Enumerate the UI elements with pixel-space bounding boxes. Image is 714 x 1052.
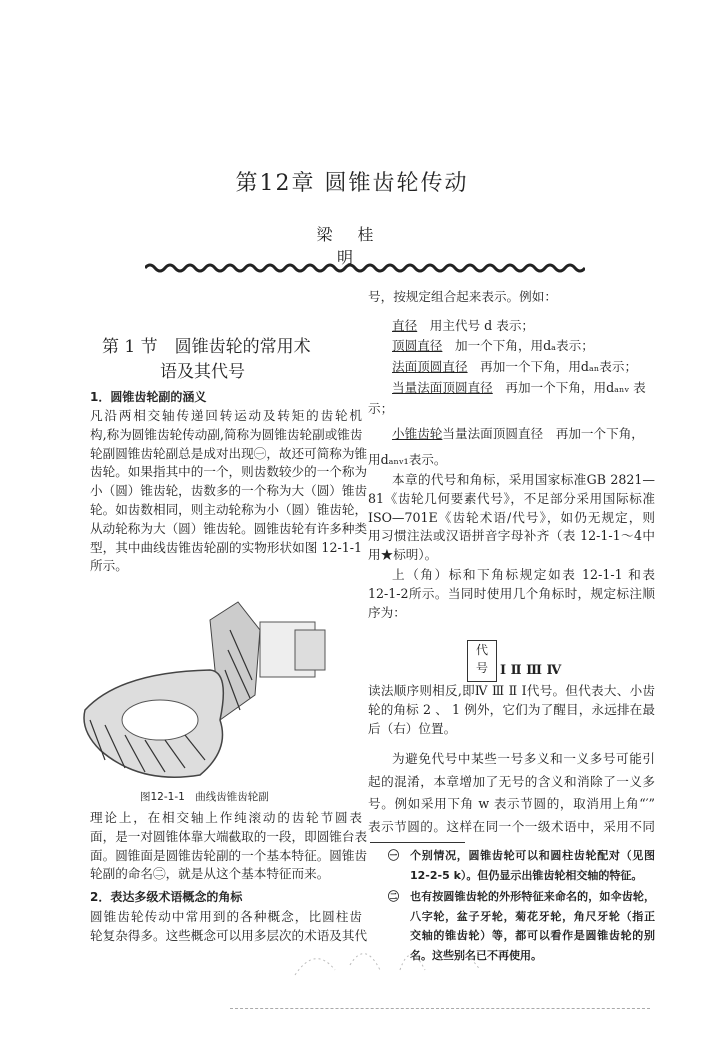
footnote-rule (370, 842, 465, 843)
text-line: 理论上，在相交轴上作纯滚动的齿轮节圆表 (90, 810, 362, 825)
text-line: 号。例如采用下角 w 表示节圆的，取消用上角“′” (368, 796, 655, 811)
text-line: 上（角）标和下角标规定如表 12-1-1 和表 (392, 567, 655, 582)
term: 顶圆直径 (392, 338, 443, 353)
text-line: 轮的角标 2 、 1 例外，它们为了醒目，永远排在最 (368, 701, 655, 717)
text-line: 用dₐₙᵥ₁表示。 (368, 452, 447, 467)
author: 梁 桂 明 (316, 225, 384, 267)
text-line: 示； (368, 401, 394, 416)
term: 当量法面顶圆直径 (392, 380, 493, 395)
term-description: 再加一个下角，用dₐₙ表示； (467, 359, 638, 374)
term-definition (392, 316, 534, 336)
text-line: 读法顺序则相反,即Ⅳ Ⅲ Ⅱ Ⅰ代号。但代表大、小齿 (368, 683, 655, 698)
box-label-2: 号 (475, 661, 488, 675)
text-line: 12-1-2所示。当同时使用几个角标时，规定标注顺 (368, 585, 655, 601)
term-definition (392, 378, 646, 398)
decorative-wave-divider (145, 262, 585, 274)
footnote-line: 交轴的锥齿轮）等，都可以看作是圆锥齿轮的别 (410, 929, 655, 942)
term: 直径 (392, 318, 418, 333)
text-line: 构,称为圆锥齿轮传动副,简称为圆锥齿轮副或锥齿 (90, 426, 363, 442)
footnote-line: 也有按圆锥齿轮的外形特征来命名的，如伞齿轮， (410, 890, 655, 903)
footnote-marker: ㊀ (388, 849, 399, 862)
text-line: 轮副的命名㊁，就是从这个基本特征而来。 (90, 866, 330, 882)
footnote-line: 八字轮，盆子牙轮，菊花牙轮，角尺牙轮（指正 (410, 909, 655, 923)
text-line: 用★标明）。 (368, 547, 438, 563)
text-line: 用习惯注法或汉语拼音字母补齐（表 12-1-1～4中 (368, 528, 655, 544)
section-title-line2: 语及其代号 (160, 362, 245, 382)
text-line: 从动轮称为大（圆）锥齿轮。圆锥齿轮有许多种类 (90, 520, 368, 536)
text-line: 面。圆锥面是圆锥齿轮副的一个基本特征。圆锥齿 (90, 847, 368, 863)
text-line: 轮副圆锥齿轮副总是成对出现㊀，故还可简称为锥 (90, 445, 368, 461)
term-description: 当量法面顶圆直径 再加一个下角， (442, 426, 644, 441)
heading-2: 2．表达多级术语概念的角标 (90, 890, 243, 904)
section-title-line1: 第 1 节 圆锥齿轮的常用术 (102, 337, 311, 357)
box-label-1: 代 (475, 643, 488, 657)
text-line: 所示。 (90, 558, 128, 574)
text-line: 圆锥齿轮传动中常用到的各种概念，比圆柱齿 (90, 909, 362, 924)
footnote-line: 个别情况，圆锥齿轮可以和圆柱齿轮配对（见图 (410, 849, 655, 862)
text-line: 小（圆）锥齿轮，齿数多的一个称为大（圆）锥齿 (90, 483, 368, 499)
figure-caption: 图12-1-1 曲线齿锥齿轮副 (140, 791, 269, 803)
term-description: 用主代号 d 表示； (417, 318, 535, 333)
bottom-rule (230, 1008, 650, 1009)
symbol-box (467, 640, 497, 682)
text-line: 轮。如齿数相同，则主动轮称为小（圆）锥齿轮， (90, 502, 368, 517)
term: 法面顶圆直径 (392, 359, 468, 374)
term-description: 加一个下角，用dₐ表示； (442, 338, 594, 353)
index-order: Ⅰ Ⅱ Ⅲ Ⅳ (500, 663, 562, 678)
text-line: 凡沿两相交轴传递回转运动及转矩的齿轮机 (90, 408, 362, 423)
text-line: 型，其中曲线齿锥齿轮副的实物形状如图 12-1-1 (90, 539, 362, 555)
text-line: 齿轮。如果指其中的一个，则齿数较少的一个称为 (90, 464, 368, 480)
term-description: 再加一个下角，用dₐₙᵥ 表 (492, 380, 646, 395)
text-line: 号，按规定组合起来表示。例如： (368, 289, 557, 304)
heading-1: 1．圆锥齿轮副的涵义 (90, 390, 207, 404)
text-line: 轮复杂得多。这些概念可以用多层次的术语及其代 (90, 927, 368, 943)
text-line: 本章的代号和角标，采用国家标准GB 2821— (392, 472, 655, 487)
term: 小锥齿轮 (392, 426, 443, 441)
text-line: 81《齿轮几何要素代号》，不足部分采用国际标准 (368, 490, 655, 506)
text-line: 起的混淆，本章增加了无号的含义和消除了一义多 (368, 773, 655, 789)
footnote-line: 12-2-5 k）。但仍显示出锥齿轮相交轴的特征。 (410, 868, 643, 882)
spiral-bevel-gear-figure (80, 600, 330, 790)
footnote-line: 名。这些别名已不再使用。 (410, 948, 542, 962)
text-line: 后（右）位置。 (368, 720, 457, 736)
chapter-title: 第12章 圆锥齿轮传动 (235, 171, 469, 196)
text-line: ISO—701E《齿轮术语/代号》，如仍无规定，则 (368, 509, 655, 525)
term-definition (392, 424, 644, 444)
term-definition (392, 357, 637, 377)
term-definition (392, 336, 594, 356)
text-line: 为避免代号中某些一号多义和一义多号可能引 (392, 751, 655, 766)
text-line: 序为： (368, 604, 406, 620)
text-line: 表示节圆的。这样在同一个一级术语中，采用不同 (368, 818, 655, 834)
handwritten-marks (290, 925, 500, 995)
text-line: 面，是一对圆锥体靠大端截取的一段，即圆锥台表 (90, 828, 368, 844)
footnote-marker: ㊁ (388, 890, 399, 903)
